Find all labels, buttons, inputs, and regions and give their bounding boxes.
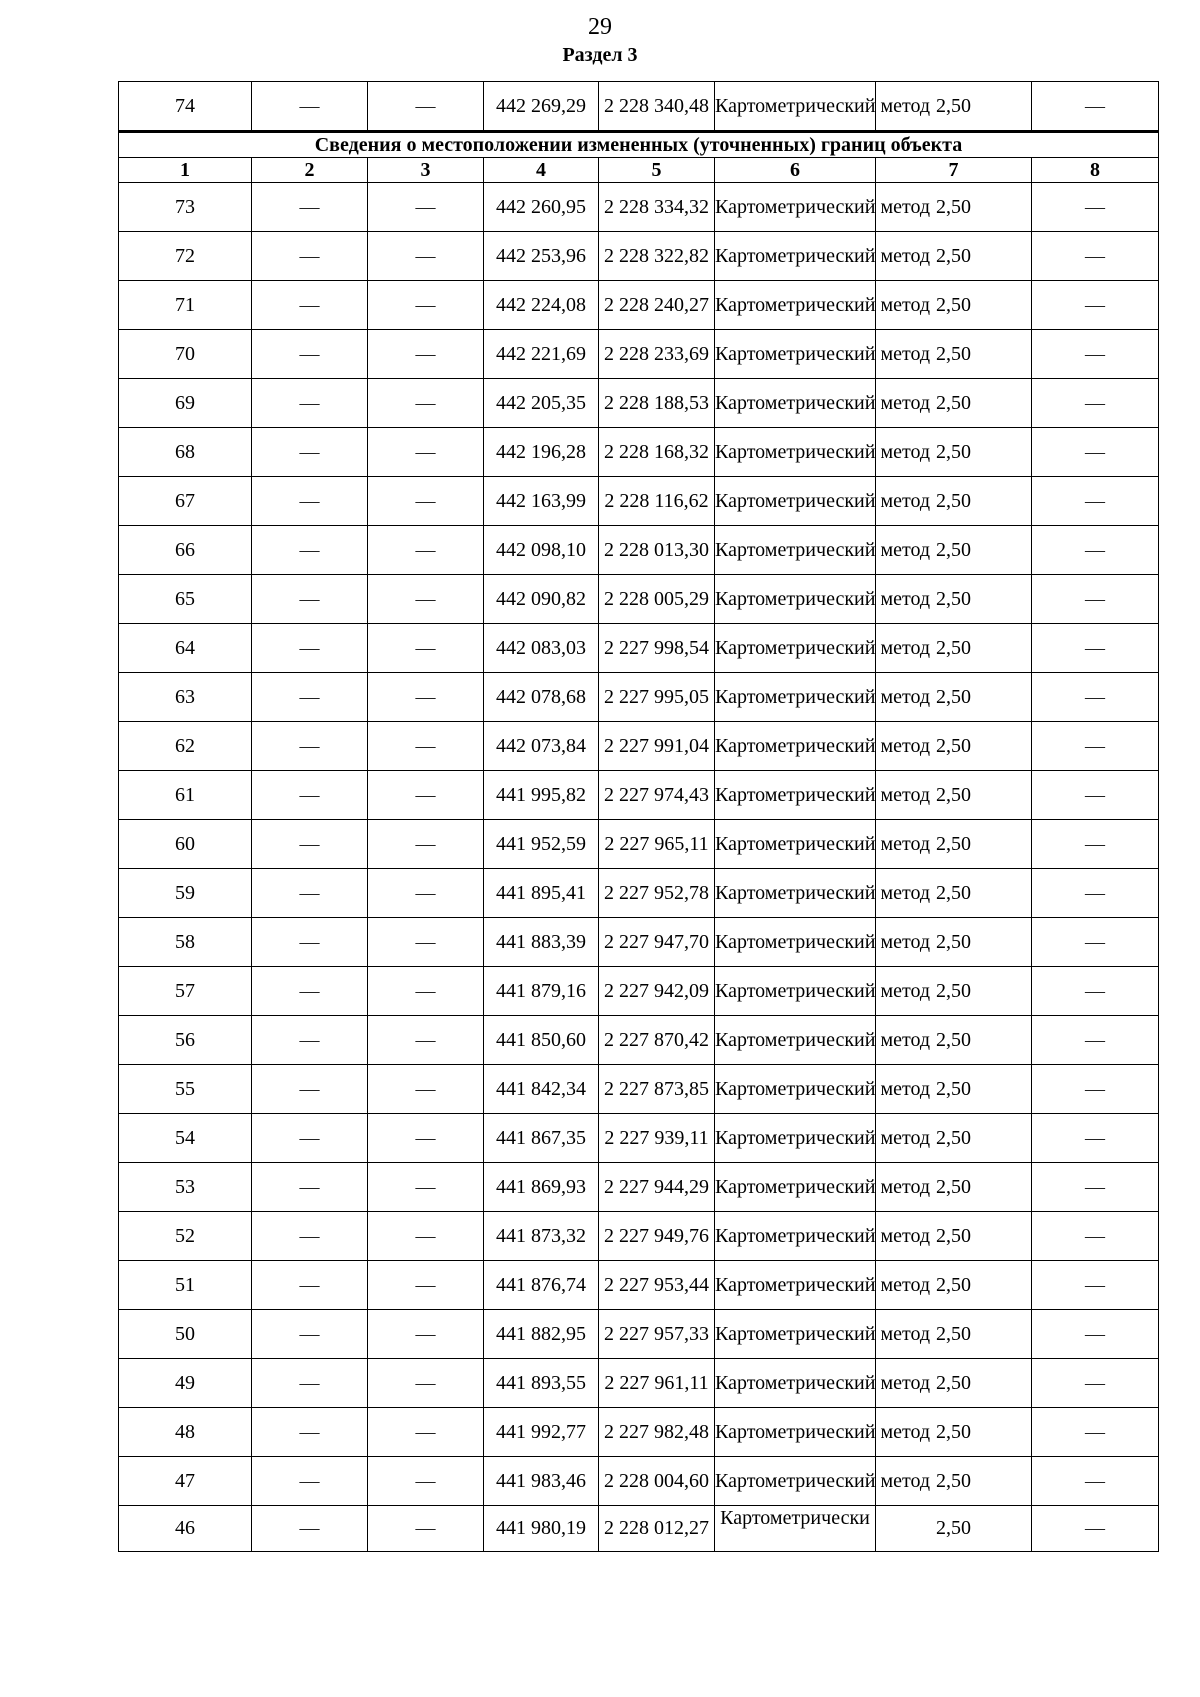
column-2-cell: —: [252, 967, 368, 1016]
table-row: [119, 1310, 1159, 1359]
y-coordinate-cell: 2 228 004,60: [599, 1457, 715, 1506]
column-8-cell: —: [1032, 1163, 1159, 1212]
accuracy-cell: 2,50: [876, 1261, 1032, 1310]
y-coordinate-cell: 2 228 013,30: [599, 526, 715, 575]
table-caption-row: [119, 132, 1159, 158]
column-8-cell: —: [1032, 1261, 1159, 1310]
column-2-cell: —: [252, 526, 368, 575]
column-2-cell: —: [252, 771, 368, 820]
table-row: [119, 1408, 1159, 1457]
column-8-cell: —: [1032, 918, 1159, 967]
x-coordinate-cell: 442 221,69: [484, 330, 599, 379]
point-number-cell: 61: [119, 771, 252, 820]
table-caption: Сведения о местоположении измененных (уточненных) границ объекта: [119, 132, 1159, 158]
method-cell: Картометрический метод: [715, 1212, 876, 1261]
point-number-cell: 57: [119, 967, 252, 1016]
x-coordinate-cell: 441 850,60: [484, 1016, 599, 1065]
table-row: [119, 1359, 1159, 1408]
column-2-cell: —: [252, 918, 368, 967]
accuracy-cell: 2,50: [876, 1457, 1032, 1506]
x-coordinate-cell: 441 873,32: [484, 1212, 599, 1261]
column-8-cell: —: [1032, 82, 1159, 132]
x-coordinate-cell: 442 163,99: [484, 477, 599, 526]
y-coordinate-cell: 2 227 957,33: [599, 1310, 715, 1359]
method-cell: Картометрический метод: [715, 1310, 876, 1359]
column-header: 7: [876, 158, 1032, 183]
column-8-cell: —: [1032, 624, 1159, 673]
method-cell: Картометрический метод: [715, 624, 876, 673]
method-cell: Картометрический метод: [715, 1261, 876, 1310]
y-coordinate-cell: 2 228 005,29: [599, 575, 715, 624]
y-coordinate-cell: 2 227 995,05: [599, 673, 715, 722]
y-coordinate-cell: 2 227 974,43: [599, 771, 715, 820]
x-coordinate-cell: 442 253,96: [484, 232, 599, 281]
x-coordinate-cell: 442 196,28: [484, 428, 599, 477]
column-8-cell: —: [1032, 967, 1159, 1016]
column-3-cell: —: [368, 477, 484, 526]
column-2-cell: —: [252, 1457, 368, 1506]
accuracy-cell: 2,50: [876, 967, 1032, 1016]
point-number-cell: 56: [119, 1016, 252, 1065]
column-8-cell: —: [1032, 722, 1159, 771]
accuracy-cell: 2,50: [876, 1359, 1032, 1408]
x-coordinate-cell: 442 205,35: [484, 379, 599, 428]
point-number-cell: 66: [119, 526, 252, 575]
point-number-cell: 68: [119, 428, 252, 477]
method-cell: Картометрический метод: [715, 1408, 876, 1457]
table-row: [119, 82, 1159, 132]
column-header: 3: [368, 158, 484, 183]
table-row: [119, 428, 1159, 477]
y-coordinate-cell: 2 227 870,42: [599, 1016, 715, 1065]
table-row: [119, 477, 1159, 526]
method-cell: Картометрический метод: [715, 428, 876, 477]
column-header: 4: [484, 158, 599, 183]
column-2-cell: —: [252, 379, 368, 428]
point-number-cell: 72: [119, 232, 252, 281]
point-number-cell: 51: [119, 1261, 252, 1310]
column-8-cell: —: [1032, 820, 1159, 869]
column-2-cell: —: [252, 1310, 368, 1359]
method-cell: Картометрический метод: [715, 82, 876, 132]
method-cell: Картометрический метод: [715, 820, 876, 869]
column-8-cell: —: [1032, 526, 1159, 575]
column-8-cell: —: [1032, 1212, 1159, 1261]
column-header: 2: [252, 158, 368, 183]
accuracy-cell: 2,50: [876, 1408, 1032, 1457]
table-row: [119, 673, 1159, 722]
table-row: [119, 1163, 1159, 1212]
y-coordinate-cell: 2 227 982,48: [599, 1408, 715, 1457]
point-number-cell: 60: [119, 820, 252, 869]
accuracy-cell: 2,50: [876, 869, 1032, 918]
x-coordinate-cell: 442 098,10: [484, 526, 599, 575]
column-2-cell: —: [252, 183, 368, 232]
column-2-cell: —: [252, 1408, 368, 1457]
point-number-cell: 52: [119, 1212, 252, 1261]
x-coordinate-cell: 441 893,55: [484, 1359, 599, 1408]
accuracy-cell: 2,50: [876, 281, 1032, 330]
method-cell: Картометрический метод: [715, 526, 876, 575]
x-coordinate-cell: 442 073,84: [484, 722, 599, 771]
accuracy-cell: 2,50: [876, 1016, 1032, 1065]
column-3-cell: —: [368, 771, 484, 820]
column-3-cell: —: [368, 1359, 484, 1408]
point-number-cell: 49: [119, 1359, 252, 1408]
accuracy-cell: 2,50: [876, 820, 1032, 869]
table-row: [119, 1212, 1159, 1261]
y-coordinate-cell: 2 227 991,04: [599, 722, 715, 771]
method-cell: Картометрический метод: [715, 379, 876, 428]
accuracy-cell: 2,50: [876, 673, 1032, 722]
method-cell: Картометрический метод: [715, 722, 876, 771]
column-3-cell: —: [368, 1408, 484, 1457]
column-3-cell: —: [368, 1114, 484, 1163]
column-2-cell: —: [252, 330, 368, 379]
column-header: 8: [1032, 158, 1159, 183]
table-row: [119, 722, 1159, 771]
method-cell: Картометрически: [715, 1506, 876, 1552]
column-8-cell: —: [1032, 281, 1159, 330]
accuracy-cell: 2,50: [876, 183, 1032, 232]
column-2-cell: —: [252, 477, 368, 526]
x-coordinate-cell: 441 867,35: [484, 1114, 599, 1163]
column-8-cell: —: [1032, 1408, 1159, 1457]
point-number-cell: 74: [119, 82, 252, 132]
section-title: Раздел 3: [562, 44, 638, 66]
table-row: [119, 918, 1159, 967]
y-coordinate-cell: 2 228 322,82: [599, 232, 715, 281]
y-coordinate-cell: 2 227 998,54: [599, 624, 715, 673]
point-number-cell: 73: [119, 183, 252, 232]
x-coordinate-cell: 441 842,34: [484, 1065, 599, 1114]
column-3-cell: —: [368, 82, 484, 132]
x-coordinate-cell: 441 876,74: [484, 1261, 599, 1310]
x-coordinate-cell: 442 260,95: [484, 183, 599, 232]
point-number-cell: 71: [119, 281, 252, 330]
y-coordinate-cell: 2 228 188,53: [599, 379, 715, 428]
point-number-cell: 48: [119, 1408, 252, 1457]
x-coordinate-cell: 442 269,29: [484, 82, 599, 132]
y-coordinate-cell: 2 228 116,62: [599, 477, 715, 526]
y-coordinate-cell: 2 227 949,76: [599, 1212, 715, 1261]
column-3-cell: —: [368, 281, 484, 330]
y-coordinate-cell: 2 228 233,69: [599, 330, 715, 379]
y-coordinate-cell: 2 227 961,11: [599, 1359, 715, 1408]
method-cell: Картометрический метод: [715, 1065, 876, 1114]
column-3-cell: —: [368, 330, 484, 379]
method-cell: Картометрический метод: [715, 330, 876, 379]
column-3-cell: —: [368, 183, 484, 232]
accuracy-cell: 2,50: [876, 330, 1032, 379]
table-row: [119, 1457, 1159, 1506]
column-8-cell: —: [1032, 330, 1159, 379]
accuracy-cell: 2,50: [876, 1114, 1032, 1163]
point-number-cell: 62: [119, 722, 252, 771]
method-cell: Картометрический метод: [715, 232, 876, 281]
x-coordinate-cell: 441 882,95: [484, 1310, 599, 1359]
column-2-cell: —: [252, 1065, 368, 1114]
method-cell: Картометрический метод: [715, 1359, 876, 1408]
column-3-cell: —: [368, 1310, 484, 1359]
column-2-cell: —: [252, 281, 368, 330]
column-8-cell: —: [1032, 1359, 1159, 1408]
accuracy-cell: 2,50: [876, 771, 1032, 820]
method-cell: Картометрический метод: [715, 771, 876, 820]
y-coordinate-cell: 2 227 952,78: [599, 869, 715, 918]
column-8-cell: —: [1032, 1310, 1159, 1359]
column-8-cell: —: [1032, 428, 1159, 477]
method-cell: Картометрический метод: [715, 1114, 876, 1163]
x-coordinate-cell: 441 980,19: [484, 1506, 599, 1552]
x-coordinate-cell: 442 083,03: [484, 624, 599, 673]
point-number-cell: 59: [119, 869, 252, 918]
point-number-cell: 65: [119, 575, 252, 624]
x-coordinate-cell: 442 090,82: [484, 575, 599, 624]
column-2-cell: —: [252, 1506, 368, 1552]
method-cell: Картометрический метод: [715, 1163, 876, 1212]
point-number-cell: 54: [119, 1114, 252, 1163]
method-cell: Картометрический метод: [715, 918, 876, 967]
column-header: 5: [599, 158, 715, 183]
accuracy-cell: 2,50: [876, 1065, 1032, 1114]
point-number-cell: 46: [119, 1506, 252, 1552]
column-header-row: [119, 158, 1159, 183]
accuracy-cell: 2,50: [876, 1310, 1032, 1359]
column-header: 1: [119, 158, 252, 183]
column-8-cell: —: [1032, 673, 1159, 722]
column-2-cell: —: [252, 232, 368, 281]
column-2-cell: —: [252, 722, 368, 771]
accuracy-cell: 2,50: [876, 1163, 1032, 1212]
method-cell: Картометрический метод: [715, 183, 876, 232]
column-header: 6: [715, 158, 876, 183]
y-coordinate-cell: 2 227 947,70: [599, 918, 715, 967]
table-row: [119, 624, 1159, 673]
column-3-cell: —: [368, 1457, 484, 1506]
point-number-cell: 67: [119, 477, 252, 526]
table-row: [119, 183, 1159, 232]
table-row: [119, 1506, 1159, 1552]
point-number-cell: 63: [119, 673, 252, 722]
point-number-cell: 50: [119, 1310, 252, 1359]
column-8-cell: —: [1032, 183, 1159, 232]
accuracy-cell: 2,50: [876, 428, 1032, 477]
point-number-cell: 53: [119, 1163, 252, 1212]
column-2-cell: —: [252, 1359, 368, 1408]
column-2-cell: —: [252, 1212, 368, 1261]
table-body: [119, 82, 1159, 1552]
column-3-cell: —: [368, 1016, 484, 1065]
column-8-cell: —: [1032, 1016, 1159, 1065]
method-cell: Картометрический метод: [715, 281, 876, 330]
column-8-cell: —: [1032, 771, 1159, 820]
table-row: [119, 575, 1159, 624]
x-coordinate-cell: 442 224,08: [484, 281, 599, 330]
point-number-cell: 55: [119, 1065, 252, 1114]
column-2-cell: —: [252, 624, 368, 673]
column-2-cell: —: [252, 1163, 368, 1212]
column-8-cell: —: [1032, 1114, 1159, 1163]
column-3-cell: —: [368, 869, 484, 918]
column-3-cell: —: [368, 379, 484, 428]
point-number-cell: 70: [119, 330, 252, 379]
column-3-cell: —: [368, 967, 484, 1016]
column-3-cell: —: [368, 1212, 484, 1261]
y-coordinate-cell: 2 227 944,29: [599, 1163, 715, 1212]
y-coordinate-cell: 2 227 965,11: [599, 820, 715, 869]
accuracy-cell: 2,50: [876, 526, 1032, 575]
table-row: [119, 526, 1159, 575]
x-coordinate-cell: 441 995,82: [484, 771, 599, 820]
column-3-cell: —: [368, 722, 484, 771]
y-coordinate-cell: 2 227 953,44: [599, 1261, 715, 1310]
table-row: [119, 232, 1159, 281]
table-row: [119, 379, 1159, 428]
coordinates-table: [118, 81, 1159, 1552]
accuracy-cell: 2,50: [876, 477, 1032, 526]
point-number-cell: 69: [119, 379, 252, 428]
x-coordinate-cell: 441 983,46: [484, 1457, 599, 1506]
column-2-cell: —: [252, 1261, 368, 1310]
column-8-cell: —: [1032, 575, 1159, 624]
column-2-cell: —: [252, 1016, 368, 1065]
y-coordinate-cell: 2 227 942,09: [599, 967, 715, 1016]
x-coordinate-cell: 442 078,68: [484, 673, 599, 722]
column-2-cell: —: [252, 1114, 368, 1163]
column-3-cell: —: [368, 1261, 484, 1310]
y-coordinate-cell: 2 227 873,85: [599, 1065, 715, 1114]
table-row: [119, 869, 1159, 918]
table-row: [119, 967, 1159, 1016]
method-cell: Картометрический метод: [715, 869, 876, 918]
accuracy-cell: 2,50: [876, 232, 1032, 281]
column-2-cell: —: [252, 82, 368, 132]
method-cell: Картометрический метод: [715, 575, 876, 624]
y-coordinate-cell: 2 228 340,48: [599, 82, 715, 132]
table-row: [119, 1114, 1159, 1163]
y-coordinate-cell: 2 227 939,11: [599, 1114, 715, 1163]
column-2-cell: —: [252, 575, 368, 624]
method-cell: Картометрический метод: [715, 1016, 876, 1065]
column-3-cell: —: [368, 1506, 484, 1552]
column-8-cell: —: [1032, 1506, 1159, 1552]
y-coordinate-cell: 2 228 240,27: [599, 281, 715, 330]
column-8-cell: —: [1032, 379, 1159, 428]
column-3-cell: —: [368, 575, 484, 624]
table-row: [119, 1016, 1159, 1065]
point-number-cell: 58: [119, 918, 252, 967]
x-coordinate-cell: 441 952,59: [484, 820, 599, 869]
accuracy-cell: 2,50: [876, 1506, 1032, 1552]
column-3-cell: —: [368, 918, 484, 967]
column-3-cell: —: [368, 232, 484, 281]
table-row: [119, 281, 1159, 330]
column-3-cell: —: [368, 1163, 484, 1212]
table-row: [119, 771, 1159, 820]
x-coordinate-cell: 441 883,39: [484, 918, 599, 967]
point-number-cell: 64: [119, 624, 252, 673]
point-number-cell: 47: [119, 1457, 252, 1506]
column-3-cell: —: [368, 428, 484, 477]
table-row: [119, 330, 1159, 379]
page-number: 29: [588, 14, 612, 40]
accuracy-cell: 2,50: [876, 1212, 1032, 1261]
x-coordinate-cell: 441 895,41: [484, 869, 599, 918]
column-8-cell: —: [1032, 232, 1159, 281]
column-2-cell: —: [252, 820, 368, 869]
y-coordinate-cell: 2 228 168,32: [599, 428, 715, 477]
accuracy-cell: 2,50: [876, 722, 1032, 771]
column-3-cell: —: [368, 526, 484, 575]
method-cell: Картометрический метод: [715, 967, 876, 1016]
accuracy-cell: 2,50: [876, 575, 1032, 624]
accuracy-cell: 2,50: [876, 624, 1032, 673]
column-3-cell: —: [368, 624, 484, 673]
x-coordinate-cell: 441 879,16: [484, 967, 599, 1016]
column-8-cell: —: [1032, 1065, 1159, 1114]
column-8-cell: —: [1032, 477, 1159, 526]
column-3-cell: —: [368, 820, 484, 869]
method-cell: Картометрический метод: [715, 1457, 876, 1506]
x-coordinate-cell: 441 992,77: [484, 1408, 599, 1457]
x-coordinate-cell: 441 869,93: [484, 1163, 599, 1212]
method-cell: Картометрический метод: [715, 477, 876, 526]
table-row: [119, 820, 1159, 869]
accuracy-cell: 2,50: [876, 918, 1032, 967]
accuracy-cell: 2,50: [876, 379, 1032, 428]
column-2-cell: —: [252, 673, 368, 722]
y-coordinate-cell: 2 228 012,27: [599, 1506, 715, 1552]
column-3-cell: —: [368, 673, 484, 722]
accuracy-cell: 2,50: [876, 82, 1032, 132]
column-8-cell: —: [1032, 1457, 1159, 1506]
column-8-cell: —: [1032, 869, 1159, 918]
table-row: [119, 1261, 1159, 1310]
y-coordinate-cell: 2 228 334,32: [599, 183, 715, 232]
column-3-cell: —: [368, 1065, 484, 1114]
method-cell: Картометрический метод: [715, 673, 876, 722]
column-2-cell: —: [252, 428, 368, 477]
table-row: [119, 1065, 1159, 1114]
column-2-cell: —: [252, 869, 368, 918]
